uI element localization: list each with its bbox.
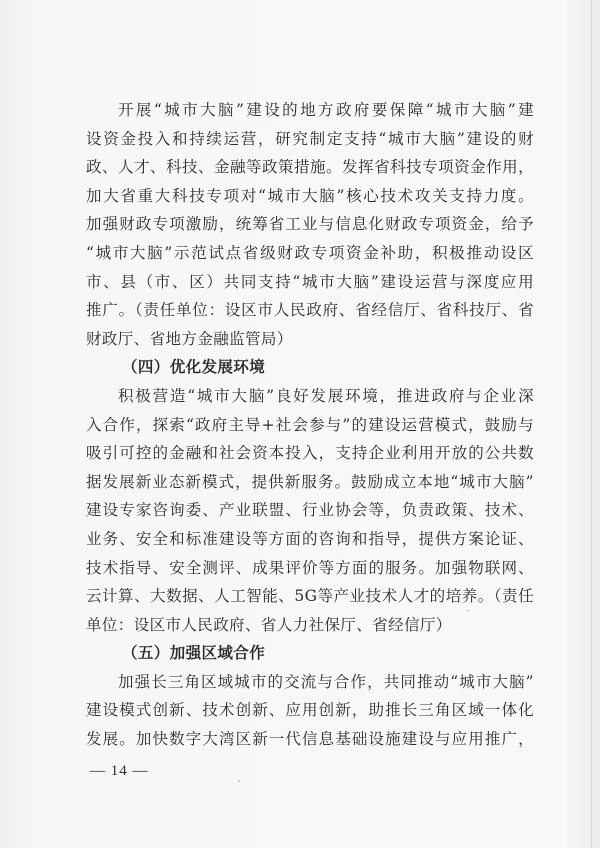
section-heading-4: （四）优化发展环境 bbox=[122, 357, 266, 377]
text-line: 市、县（市、区）共同支持“城市大脑”建设运营与深度应用 bbox=[86, 272, 534, 291]
text-line: 财政厅、省地方金融监管局） bbox=[86, 329, 293, 348]
text-line: 发展。加快数字大湾区新一代信息基础设施建设与应用推广， bbox=[86, 730, 534, 749]
body-text bbox=[86, 96, 534, 754]
page-number: — 14 — bbox=[90, 763, 149, 779]
text-line: 开展“城市大脑”建设的地方政府要保障“城市大脑”建 bbox=[118, 101, 534, 119]
text-line: 业务、安全和标准建设等方面的咨询和指导，提供方案论证、 bbox=[86, 529, 534, 548]
scan-speck bbox=[238, 780, 240, 782]
section-heading-5: （五）加强区域合作 bbox=[122, 643, 266, 663]
text-line: 据发展新业态新模式，提供新服务。鼓励成立本地“城市大脑” bbox=[86, 472, 534, 491]
text-line: 推广。（责任单位：设区市人民政府、省经信厅、省科技厅、省 bbox=[86, 301, 534, 320]
text-line: 政、人才、科技、金融等政策措施。发挥省科技专项资金作用， bbox=[86, 158, 534, 177]
text-line: 积极营造“城市大脑”良好发展环境，推进政府与企业深 bbox=[118, 386, 534, 405]
text-line: 云计算、大数据、人工智能、5G等产业技术人才的培养。（责任 bbox=[86, 587, 534, 606]
text-line: “城市大脑”示范试点省级财政专项资金补助，积极推动设区 bbox=[86, 243, 534, 262]
page-edge-shadow bbox=[591, 0, 592, 848]
text-line: 建设模式创新、技术创新、应用创新，助推长三角区域一体化 bbox=[86, 701, 534, 720]
text-line: 技术指导、安全测评、成果评价等方面的服务。加强物联网、 bbox=[86, 558, 534, 577]
text-line: 加大省重大科技专项对“城市大脑”核心技术攻关支持力度。 bbox=[86, 186, 534, 205]
text-line: 单位：设区市人民政府、省人力社保厅、省经信厅） bbox=[86, 615, 452, 634]
scan-speck bbox=[466, 610, 469, 611]
text-line: 加强长三角区域城市的交流与合作，共同推动“城市大脑” bbox=[118, 672, 534, 691]
text-line: 加强财政专项激励，统筹省工业与信息化财政专项资金，给予 bbox=[86, 215, 534, 234]
text-line: 吸引可控的金融和社会资本投入，支持企业利用开放的公共数 bbox=[86, 444, 534, 463]
text-line: 建设专家咨询委、产业联盟、行业协会等，负责政策、技术、 bbox=[86, 501, 534, 520]
text-line: 设资金投入和持续运营，研究制定支持“城市大脑”建设的财 bbox=[86, 129, 534, 148]
text-line: 入合作，探索“政府主导+社会参与”的建设运营模式，鼓励与 bbox=[86, 415, 534, 434]
